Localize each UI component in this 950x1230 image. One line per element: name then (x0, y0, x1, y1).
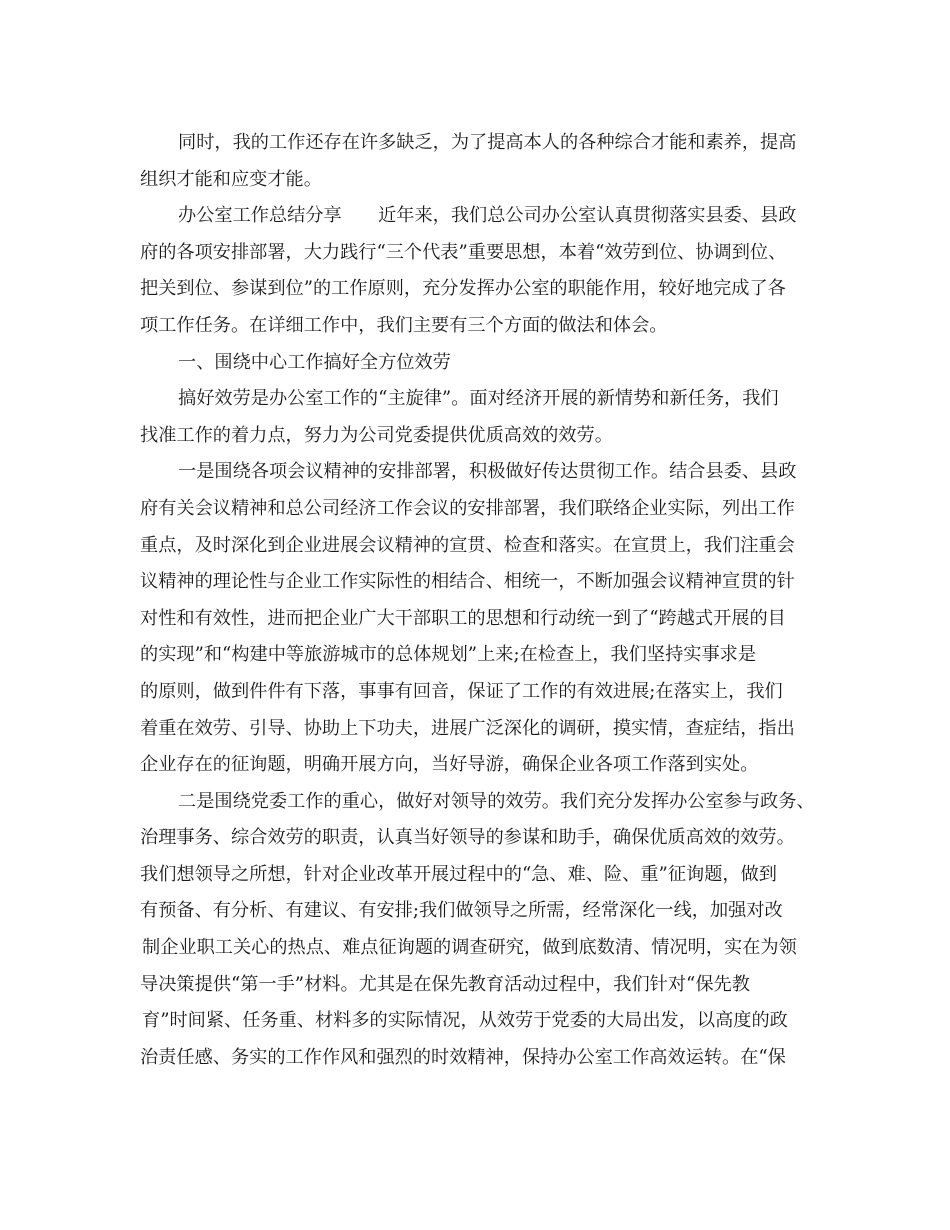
paragraph-line: 二是围绕党委工作的重心，做好对领导的效劳。我们充分发挥办公室参与政务、 (178, 790, 815, 812)
paragraph-line: 有预备、有分析、有建议、有安排;我们做领导之所需，经常深化一线，加强对改 (140, 900, 783, 922)
paragraph-line: 育”时间紧、任务重、材料多的实际情况，从效劳于党委的大局出发，以高度的政 (142, 1010, 788, 1032)
paragraph-line: 着重在效劳、引导、协助上下功夫，进展广泛深化的调研，摸实情，查症结，指出 (140, 717, 795, 739)
paragraph-line: 治责任感、务实的工作作风和强烈的时效精神，保持办公室工作高效运转。在“保 (140, 1046, 786, 1068)
section-heading: 一、围绕中心工作搞好全方位效劳 (178, 351, 451, 373)
paragraph-line: 一是围绕各项会议精神的安排部署，积极做好传达贯彻工作。结合县委、县政 (178, 461, 797, 483)
paragraph-line: 议精神的理论性与企业工作实际性的相结合、相统一，不断加强会议精神宣贯的针 (140, 571, 795, 593)
paragraph-line: 找准工作的着力点，努力为公司党委提供优质高效的效劳。 (140, 424, 613, 446)
paragraph-line: 导决策提供“第一手”材料。尤其是在保先教育活动过程中，我们针对“保先教 (140, 973, 750, 995)
paragraph-line: 办公室工作总结分享 近年来，我们总公司办公室认真贯彻落实县委、县政 (178, 205, 797, 227)
paragraph-line: 组织才能和应变才能。 (140, 168, 322, 190)
paragraph-line: 把关到位、参谋到位”的工作原则，充分发挥办公室的职能作用，较好地完成了各 (140, 278, 786, 300)
paragraph-line: 府的各项安排部署，大力践行“三个代表”重要思想，本着“效劳到位、协调到位、 (140, 241, 787, 263)
paragraph-line: 重点，及时深化到企业进展会议精神的宣贯、检查和落实。在宣贯上，我们注重会 (140, 534, 795, 556)
paragraph-line: 府有关会议精神和总公司经济工作会议的安排部署，我们联络企业实际，列出工作 (140, 497, 795, 519)
paragraph-line: 项工作任务。在详细工作中，我们主要有三个方面的做法和体会。 (140, 314, 668, 336)
paragraph-line: 的原则，做到件件有下落，事事有回音，保证了工作的有效进展;在落实上，我们 (140, 680, 783, 702)
paragraph-line: 搞好效劳是办公室工作的“主旋律”。面对经济开展的新情势和新任务，我们 (178, 388, 779, 410)
paragraph-line: 同时，我的工作还存在许多缺乏，为了提高本人的各种综合才能和素养，提高 (178, 132, 797, 153)
paragraph-line: 的实现”和“构建中等旅游城市的总体规划”上来;在检查上，我们坚持实事求是 (140, 644, 757, 666)
paragraph-line: 我们想领导之所想，针对企业改革开展过程中的“急、难、险、重”征询题，做到 (140, 863, 777, 885)
paragraph-line: 企业存在的征询题，明确开展方向，当好导游，确保企业各项工作落到实处。 (140, 754, 759, 776)
paragraph-line: 对性和有效性，进而把企业广大干部职工的思想和行动统一到了“跨越式开展的目 (140, 607, 786, 629)
paragraph-line: 治理事务、综合效劳的职责，认真当好领导的参谋和助手，确保优质高效的效劳。 (140, 827, 795, 849)
paragraph-line: 制企业职工关心的热点、难点征询题的调查研究，做到底数清、情况明，实在为领 (142, 937, 797, 959)
body-text (140, 125, 820, 1076)
